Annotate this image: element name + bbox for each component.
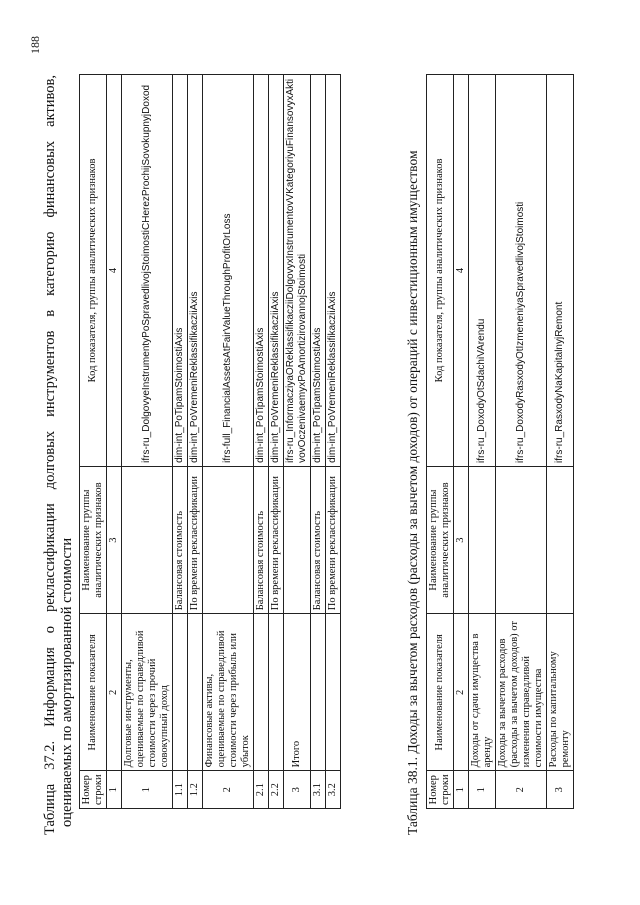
indicator-name: [254, 614, 269, 771]
row-number: 3.2: [326, 771, 341, 809]
group-name: По времени реклассификации: [269, 466, 284, 613]
indicator-code: ifrs-ru_DoxodyRasxodyOtIzmeneniyaSpravedlivojStoimosti: [496, 75, 547, 467]
header-row-number: Номер строки: [427, 771, 454, 809]
table-row: [284, 75, 311, 809]
table-row: [496, 75, 547, 809]
table-row: [122, 75, 173, 809]
table-row: [173, 75, 188, 809]
row-number: 2: [496, 771, 547, 809]
indicator-name: [188, 614, 203, 771]
group-name: [284, 466, 311, 613]
header-code: Код показателя, группы аналитических признаков: [80, 75, 107, 467]
row-number: 1: [122, 771, 173, 809]
indicator-name: [269, 614, 284, 771]
indicator-name: [173, 614, 188, 771]
indicator-code: dim-int_PoTipamStoimostiAxis: [311, 75, 326, 467]
table-row: [469, 75, 496, 809]
row-number: 1.2: [188, 771, 203, 809]
col-number: 3: [107, 466, 122, 613]
row-number: 1: [469, 771, 496, 809]
group-name: [496, 466, 547, 613]
table-row: [188, 75, 203, 809]
group-name: [122, 466, 173, 613]
header-row-number: Номер строки: [80, 771, 107, 809]
indicator-name: [311, 614, 326, 771]
table-header-row: [80, 75, 107, 809]
table-row: [203, 75, 254, 809]
header-indicator-name: Наименование показателя: [427, 614, 454, 771]
group-name: [547, 466, 574, 613]
row-number: 3: [547, 771, 574, 809]
col-number: 2: [107, 614, 122, 771]
indicator-code: dim-int_PoTipamStoimostiAxis: [173, 75, 188, 467]
table-38-1: [426, 74, 574, 809]
table-header-row: [427, 75, 454, 809]
indicator-code: ifrs-ru_DoxodyOtSdachiVArendu: [469, 75, 496, 467]
group-name: Балансовая стоимость: [254, 466, 269, 613]
indicator-code: ifrs-full_FinancialAssetsAtFairValueThroughProfitOrLoss: [203, 75, 254, 467]
indicator-name: Доходы за вычетом расходов (расходы за вычетом доходов) от изменения справедливой стоимости имущества: [496, 614, 547, 771]
group-name: По времени реклассификации: [326, 466, 341, 613]
row-number: 2.2: [269, 771, 284, 809]
indicator-code: dim-int_PoVremeniReklassifikacziiAxis: [326, 75, 341, 467]
header-group-name: Наименование группы аналитических признаков: [80, 466, 107, 613]
column-number-row: [107, 75, 122, 809]
table-row: [547, 75, 574, 809]
col-number: 4: [454, 75, 469, 467]
row-number: 1.1: [173, 771, 188, 809]
indicator-name: Итого: [284, 614, 311, 771]
header-code: Код показателя, группы аналитических признаков: [427, 75, 454, 467]
col-number: 1: [107, 771, 122, 809]
group-name: [469, 466, 496, 613]
group-name: [203, 466, 254, 613]
header-indicator-name: Наименование показателя: [80, 614, 107, 771]
header-group-name: Наименование группы аналитических признаков: [427, 466, 454, 613]
column-number-row: [454, 75, 469, 809]
indicator-name: Доходы от сдачи имущества в аренду: [469, 614, 496, 771]
indicator-code: dim-int_PoVremeniReklassifikacziiAxis: [188, 75, 203, 467]
group-name: Балансовая стоимость: [173, 466, 188, 613]
table1-caption: [42, 75, 76, 835]
row-number: 3.1: [311, 771, 326, 809]
indicator-code: ifrs-ru_InformacziyaOReklassifikacziiDolgovyxInstrumentovVKategoriyuFinansovyxAktivovOczenivaemyxPoAmortizirovannojStoimosti: [284, 75, 311, 467]
indicator-name: Расходы по капитальному ремонту: [547, 614, 574, 771]
indicator-name: Финансовые активы, оцениваемые по справедливой стоимости через прибыль или убыток: [203, 614, 254, 771]
table-row: [311, 75, 326, 809]
table-row: [269, 75, 284, 809]
group-name: Балансовая стоимость: [311, 466, 326, 613]
col-number: 3: [454, 466, 469, 613]
page-number: 188: [28, 36, 42, 54]
table1-caption-line2: оцениваемых по амортизированной стоимости: [59, 537, 75, 827]
row-number: 3: [284, 771, 311, 809]
indicator-code: dim-int_PoVremeniReklassifikacziiAxis: [269, 75, 284, 467]
indicator-name: Долговые инструменты, оцениваемые по справедливой стоимости через прочий совокупный доход: [122, 614, 173, 771]
indicator-code: dim-int_PoTipamStoimostiAxis: [254, 75, 269, 467]
row-number: 2: [203, 771, 254, 809]
table-row: [326, 75, 341, 809]
table1-caption-line1: Таблица 37.2. Информация о реклассификации долговых инструментов в категорию финансовых активов,: [42, 75, 58, 835]
table2-caption: Таблица 38.1. Доходы за вычетом расходов (расходы за вычетом доходов) от операций с инвестиционным имуществом: [405, 150, 420, 835]
table-row: [254, 75, 269, 809]
group-name: По времени реклассификации: [188, 466, 203, 613]
indicator-code: ifrs-ru_RasxodyNaKapitalnyjRemont: [547, 75, 574, 467]
indicator-code: ifrs-ru_DolgovyeInstrumentyPoSpravedlivojStoimostiCHerezProchijSovokupnyjDoxod: [122, 75, 173, 467]
row-number: 2.1: [254, 771, 269, 809]
indicator-name: [326, 614, 341, 771]
col-number: 1: [454, 771, 469, 809]
col-number: 4: [107, 75, 122, 467]
col-number: 2: [454, 614, 469, 771]
table-37-2: [79, 74, 341, 809]
